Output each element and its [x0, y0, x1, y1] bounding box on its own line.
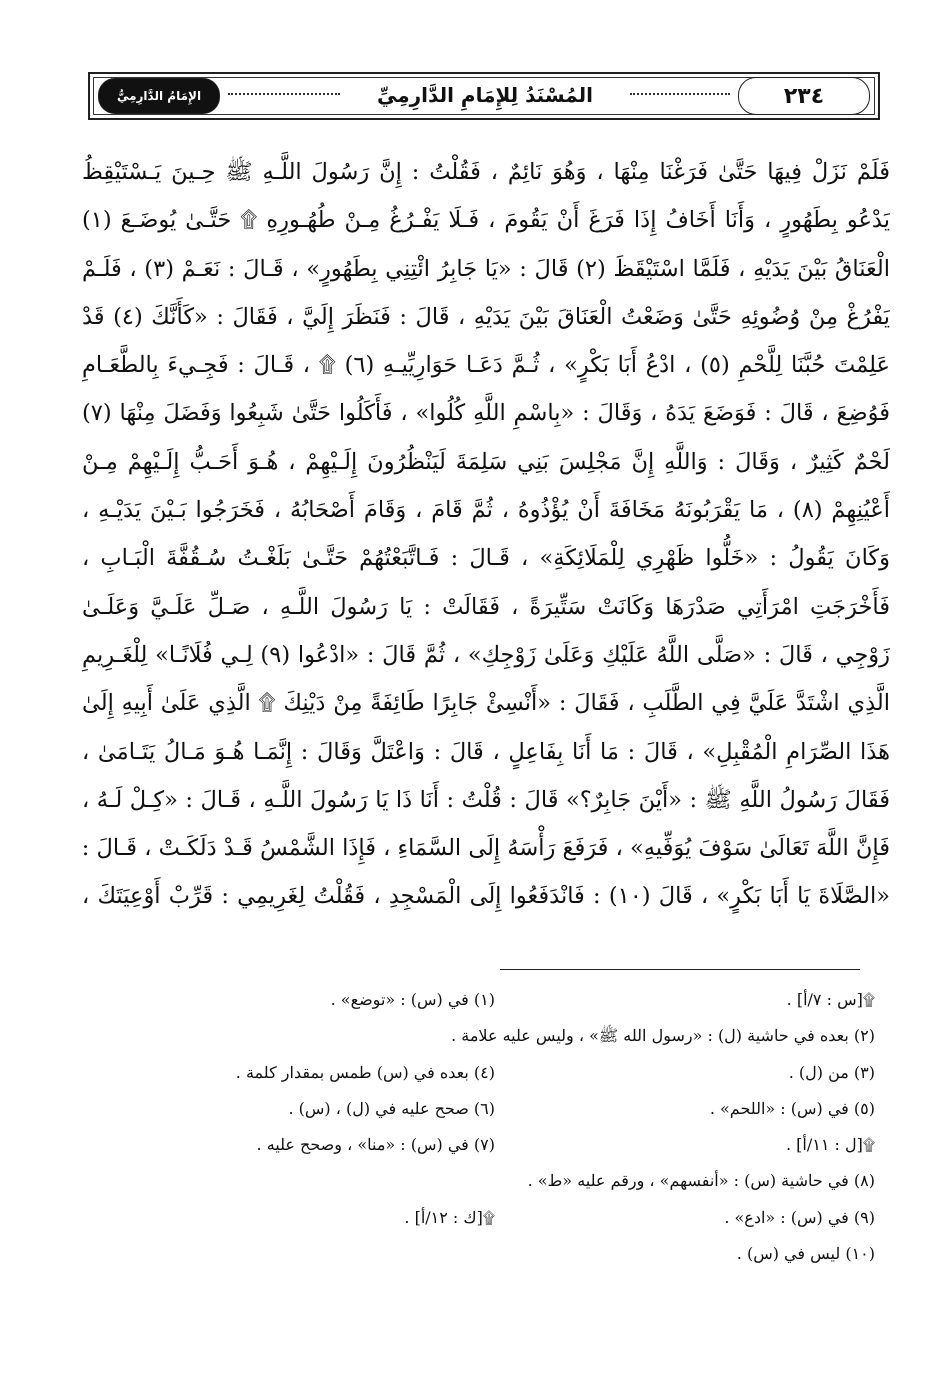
- text-line: زَوْجِي ، قَالَ : «صَلَّى اللَّهُ عَلَيْكِ وَعَلَىٰ زَوْجِكِ» ، ثُمَّ قَالَ : «ادْعُوا (٩) لِـي فُلَانًـا» لِلْغَـرِيمِ: [82, 641, 890, 668]
- text-line: لَحْمٌ كَثِيرٌ ، وَقَالَ : وَاللَّهِ إِنَّ مَجْلِسَ بَنِي سَلِمَةَ لَيَنْظُرُونَ إِلَـيْهِمْ ، هُـوَ أَحَـبُّ إِلَـيْهِمْ مِـنْ: [82, 448, 890, 475]
- page-header: [88, 72, 880, 120]
- footnotes: [110, 982, 875, 1272]
- footnote-separator: [500, 969, 860, 970]
- footnote-row: [110, 1236, 875, 1272]
- footnote: (١٠) ليس في (س) .: [736, 1244, 875, 1264]
- body-text: [82, 148, 890, 921]
- footnote-row: [110, 1018, 875, 1054]
- text-line: فَلَمْ نَزَلْ فِيهَا حَتَّىٰ فَرَغْنَا مِنْهَا ، وَهُوَ نَائِمٌ ، فَقُلْتُ : إِنَّ رَسُولَ اللَّـهِ ﷺ حِـينَ يَـسْتَيْقِظُ: [82, 159, 890, 185]
- page-number: ٢٣٤: [738, 77, 870, 115]
- footnote: (٨) في حاشية (س) : «أنفسهم» ، ورقم عليه «ط» .: [527, 1171, 875, 1191]
- manuscript-marker: ۩[ك : ١٢/أ] .: [404, 1207, 495, 1227]
- text-line: فَأَخْرَجَتِ امْرَأَتِي صَدْرَهَا وَكَانَتْ سَتِّيرَةً ، فَقَالَتْ : يَا رَسُولَ اللَّـهِ ، صَـلِّ عَلَـيَّ وَعَلَـىٰ: [82, 593, 890, 620]
- footnote: (١) في (س) : «توضع» .: [330, 990, 495, 1009]
- footnote: (٧) في (س) : «منا» ، وصحح عليه .: [256, 1135, 495, 1155]
- text-line: الَّذِي اشْتَدَّ عَلَيَّ فِي الطَّلَبِ ، فَقَالَ : «أَنْسِئْ جَابِرًا طَائِفَةً مِنْ دَيْنِكَ ۩ الَّذِي عَلَىٰ أَبِيهِ إِلَىٰ: [82, 690, 890, 717]
- header-ornament-left: [228, 93, 340, 99]
- text-line: «الصَّلَاةَ يَا أَبَا بَكْرٍ» ، قَالَ (١٠) : فَانْدَفَعُوا إِلَى الْمَسْجِدِ ، فَقُلْتُ لِغَرِيمِي : قَرِّبْ أَوْعِيَتَكَ ،: [82, 883, 890, 910]
- manuscript-marker: ۩[ل : ١١/أ] .: [785, 1135, 875, 1155]
- page-title: المُسْنَدُ لِلإِمَامِ الدَّارِمِيِّ: [377, 83, 593, 107]
- footnote-row: [110, 1091, 875, 1127]
- footnote: (٢) بعده في حاشية (ل) : «رسول الله ﷺ» ، وليس عليه علامة .: [451, 1026, 875, 1046]
- footnote-row: [110, 1127, 875, 1163]
- text-line: أَعْيُنِهِمْ (٨) ، مَا يَقْرَبُونَهُ مَخَافَةَ أَنْ يُؤْذُوهُ ، ثُمَّ قَامَ ، وَقَامَ أَصْحَابُهُ ، فَخَرَجُوا بَـيْنَ يَدَيْـهِ ،: [82, 497, 890, 524]
- footnote-row: [110, 982, 875, 1018]
- header-seal: الإِمَامُ الدَّارِمِيُّ: [98, 78, 220, 114]
- text-line: هَذَا الصِّرَامِ الْمُقْبِلِ» ، قَالَ : مَا أَنَا بِفَاعِلٍ ، قَالَ : وَاعْتَلَّ وَقَالَ : إِنَّمَـا هُـوَ مَـالُ يَتَـامَىٰ ،: [82, 738, 890, 765]
- text-line: وَكَانَ يَقُولُ : «خَلُّوا ظَهْرِي لِلْمَلَائِكَةِ» ، قَـالَ : فَـاتَّبَعْتُهُمْ حَتَّـىٰ بَلَغْـتُ سُـقُفَّةَ الْبَـابِ ،: [82, 545, 890, 572]
- footnote: (٤) بعده في (س) طمس بمقدار كلمة .: [235, 1062, 495, 1082]
- text-line: يَدْعُو بِطَهُورٍ ، وَأَنَا أَخَافُ إِذَا فَرَغَ أَنْ يَقُومَ ، فَـلَا يَفْـرُغُ مِـنْ طُهُـورِهِ ۩ حَتَّـىٰ يُوضَـعَ (١): [82, 207, 890, 234]
- footnote-row: [110, 1055, 875, 1091]
- header-ornament-right: [630, 93, 730, 99]
- text-line: يَفْرُغْ مِنْ وُضُوئِهِ حَتَّىٰ وَضَعْتُ الْعَنَاقَ بَيْنَ يَدَيْهِ ، قَالَ : فَنَظَرَ إِلَيَّ ، فَقَالَ : «كَأَنَّكَ (٤) قَدْ: [82, 303, 890, 330]
- footnote: (٣) من (ل) .: [788, 1062, 875, 1082]
- footnote: (٥) في (س) : «اللحم» .: [709, 1098, 875, 1118]
- footnote: (٩) في (س) : «ادع» .: [724, 1207, 875, 1227]
- footnote: (٦) صحح عليه في (ل) ، (س) .: [288, 1098, 495, 1118]
- text-line: فَقَالَ رَسُولُ اللَّهِ ﷺ : «أَيْنَ جَابِرٌ؟» قَالَ : قُلْتُ : أَنَا ذَا يَا رَسُولَ اللَّـهِ ، قَـالَ : «كِـلْ لَـهُ ،: [82, 786, 890, 813]
- text-line: فَإِنَّ اللَّهَ تَعَالَىٰ سَوْفَ يُوَفِّيهِ» ، فَرَفَعَ رَأْسَهُ إِلَى السَّمَاءِ ، فَإِذَا الشَّمْسُ قَـدْ دَلَكَـتْ ، قَـالَ :: [82, 835, 890, 862]
- manuscript-marker: ۩[س : ٧/أ] .: [786, 990, 875, 1009]
- text-line: فَوُضِعَ ، قَالَ : فَوَضَعَ يَدَهُ ، وَقَالَ : «بِاسْمِ اللَّهِ كُلُوا» ، فَأَكَلُوا حَتَّىٰ شَبِعُوا وَفَضَلَ مِنْهَا (٧): [82, 400, 890, 427]
- footnote-row: [110, 1200, 875, 1236]
- text-line: عَلِمْتَ حُبَّنَا لِلَّحْمِ (٥) ، ادْعُ أَبَا بَكْرٍ» ، ثُـمَّ دَعَـا حَوَارِيِّيـهِ (٦) ۩ ، قَـالَ : فَجِـيءَ بِالطَّعَـامِ: [82, 352, 890, 379]
- footnote-row: [110, 1163, 875, 1199]
- text-line: الْعَنَاقُ بَيْنَ يَدَيْهِ ، فَلَمَّا اسْتَيْقَظَ (٢) قَالَ : «يَا جَابِرُ ائْتِنِي بِطَهُورٍ» ، قَـالَ : نَعَـمْ (٣) ، فَلَـمْ: [82, 255, 890, 282]
